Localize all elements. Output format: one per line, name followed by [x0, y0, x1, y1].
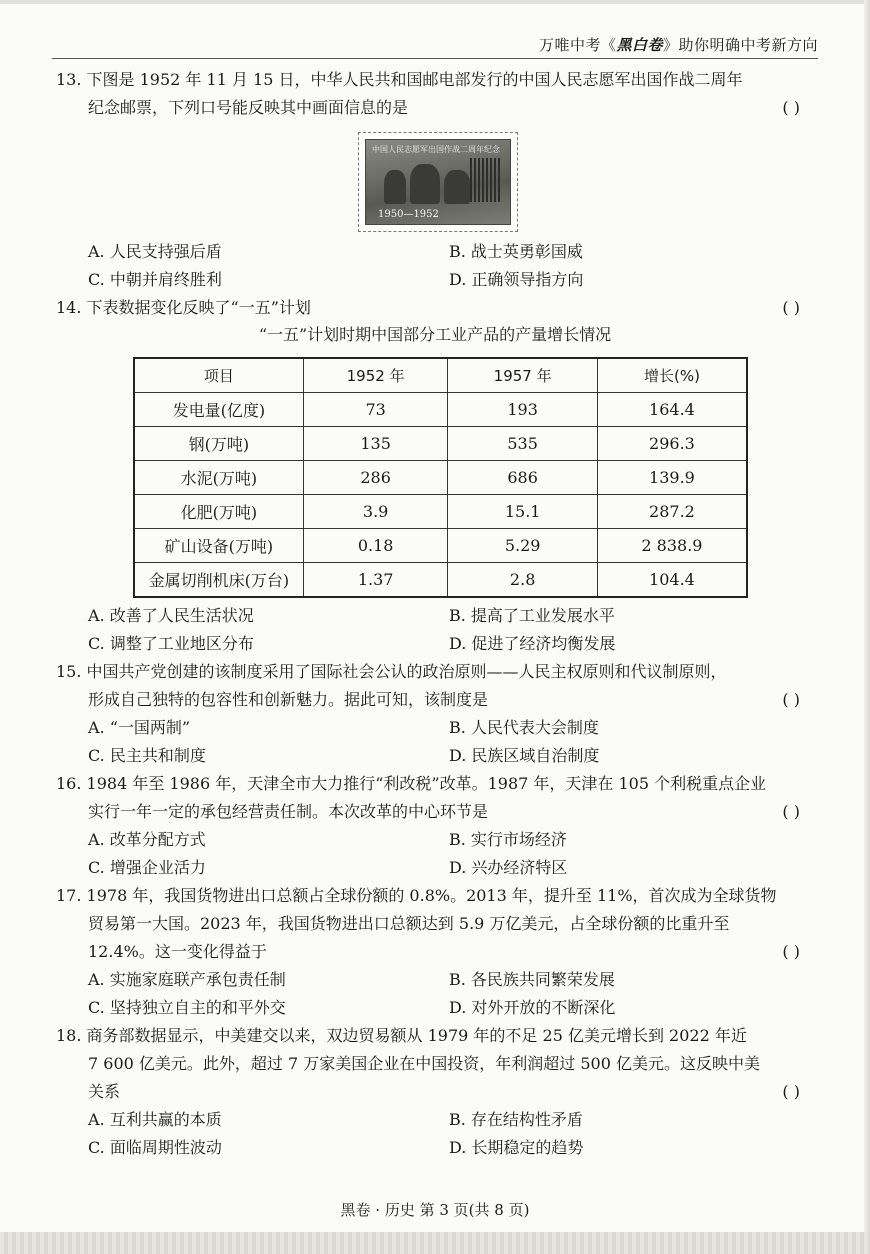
table-cell: 水泥(万吨): [134, 461, 303, 495]
q18-stem-line2: 7 600 亿美元。此外，超过 7 万家美国企业在中国投资，年利润超过 500 亿美元。这反映中美: [88, 1054, 760, 1073]
q14-option-a[interactable]: A. 改善了人民生活状况: [88, 606, 254, 625]
q13-option-c[interactable]: C. 中朝并肩终胜利: [88, 270, 222, 289]
header-emph: 黑白卷: [616, 36, 663, 54]
header-rule: [52, 58, 818, 59]
q16-stem-line1: 16. 1984 年至 1986 年，天津全市大力推行“利改税”改革。1987 年，天津在 105 个利税重点企业: [56, 774, 767, 793]
table-cell: 矿山设备(万吨): [134, 529, 303, 563]
table-cell: 296.3: [597, 427, 747, 461]
q15-option-d[interactable]: D. 民族区域自治制度: [449, 746, 600, 765]
table-cell: 5.29: [448, 529, 598, 563]
q14-stem-line1: 14. 下表数据变化反映了“一五”计划: [56, 298, 311, 317]
table-header-row: [134, 358, 747, 393]
q13-option-b[interactable]: B. 战士英勇彰国威: [449, 242, 583, 261]
stamp-flags: [470, 158, 500, 202]
table-row: [134, 393, 747, 427]
table-cell: 287.2: [597, 495, 747, 529]
table-header-cell: 1957 年: [448, 358, 598, 393]
q18-option-b[interactable]: B. 存在结构性矛盾: [449, 1110, 583, 1129]
q16-option-b[interactable]: B. 实行市场经济: [449, 830, 567, 849]
q14-option-b[interactable]: B. 提高了工业发展水平: [449, 606, 615, 625]
table-cell: 2.8: [448, 563, 598, 598]
q18-option-c[interactable]: C. 面临周期性波动: [88, 1138, 222, 1157]
q15-answer-paren[interactable]: ( ): [782, 690, 800, 709]
q14-option-d[interactable]: D. 促进了经济均衡发展: [449, 634, 616, 653]
table-cell: 73: [303, 393, 448, 427]
page-edge-right: [864, 0, 870, 1254]
q15-option-a[interactable]: A. “一国两制”: [88, 718, 191, 737]
stamp-soldier-figure: [384, 170, 406, 204]
table-cell: 1.37: [303, 563, 448, 598]
header-prefix: 万唯中考《: [538, 36, 617, 54]
table-cell: 2 838.9: [597, 529, 747, 563]
header-suffix: 》助你明确中考新方向: [662, 36, 818, 54]
table-cell: 104.4: [597, 563, 747, 598]
stamp-year: 1950—1952: [378, 209, 439, 220]
page-edge-top: [0, 0, 870, 4]
table-row: [134, 563, 747, 598]
stamp-soldier-figure: [410, 164, 440, 204]
table-title: “一五”计划时期中国部分工业产品的产量增长情况: [258, 325, 612, 344]
table-cell: 139.9: [597, 461, 747, 495]
q17-answer-paren[interactable]: ( ): [782, 942, 800, 961]
q16-option-c[interactable]: C. 增强企业活力: [88, 858, 206, 877]
q15-option-c[interactable]: C. 民主共和制度: [88, 746, 206, 765]
commemorative-stamp-image: [358, 132, 518, 232]
q13-option-a[interactable]: A. 人民支持强后盾: [88, 242, 222, 261]
q16-option-a[interactable]: A. 改革分配方式: [88, 830, 206, 849]
q16-stem-line2: 实行一年一定的承包经营责任制。本次改革的中心环节是: [88, 802, 489, 821]
table-row: [134, 461, 747, 495]
stamp-picture: [365, 139, 511, 225]
table-header-cell: 1952 年: [303, 358, 448, 393]
q14-answer-paren[interactable]: ( ): [782, 298, 800, 317]
q18-option-d[interactable]: D. 长期稳定的趋势: [449, 1138, 584, 1157]
table-cell: 发电量(亿度): [134, 393, 303, 427]
q18-answer-paren[interactable]: ( ): [782, 1082, 800, 1101]
q17-option-b[interactable]: B. 各民族共同繁荣发展: [449, 970, 615, 989]
page-footer: 黑卷 · 历史 第 3 页(共 8 页): [340, 1201, 530, 1219]
page-header: [539, 34, 818, 55]
table-cell: 0.18: [303, 529, 448, 563]
q16-option-d[interactable]: D. 兴办经济特区: [449, 858, 568, 877]
table-cell: 钢(万吨): [134, 427, 303, 461]
table-cell: 金属切削机床(万台): [134, 563, 303, 598]
page-edge-bottom: [0, 1232, 870, 1254]
q18-stem-line3: 关系: [88, 1082, 121, 1101]
q14-option-c[interactable]: C. 调整了工业地区分布: [88, 634, 254, 653]
table-cell: 15.1: [448, 495, 598, 529]
table-row: [134, 427, 747, 461]
table-row: [134, 529, 747, 563]
table-cell: 135: [303, 427, 448, 461]
production-table: [133, 357, 748, 598]
q15-stem-line1: 15. 中国共产党创建的该制度采用了国际社会公认的政治原则——人民主权原则和代议制原则，: [56, 662, 727, 681]
q17-option-d[interactable]: D. 对外开放的不断深化: [449, 998, 616, 1017]
q17-stem-line1: 17. 1978 年，我国货物进出口总额占全球份额的 0.8%。2013 年，提升至 11%，首次成为全球货物: [56, 886, 777, 905]
q17-option-c[interactable]: C. 坚持独立自主的和平外交: [88, 998, 286, 1017]
table-cell: 193: [448, 393, 598, 427]
q15-stem-line2: 形成自己独特的包容性和创新魅力。据此可知，该制度是: [88, 690, 489, 709]
q13-stem-line2: 纪念邮票，下列口号能反映其中画面信息的是: [88, 98, 409, 117]
table-header-cell: 项目: [134, 358, 303, 393]
q15-option-b[interactable]: B. 人民代表大会制度: [449, 718, 599, 737]
q13-stem-line1: 13. 下图是 1952 年 11 月 15 日，中华人民共和国邮电部发行的中国人民志愿军出国作战二周年: [56, 70, 743, 89]
q17-stem-line2: 贸易第一大国。2023 年，我国货物进出口总额达到 5.9 万亿美元，占全球份额的比重升至: [88, 914, 730, 933]
q17-option-a[interactable]: A. 实施家庭联产承包责任制: [88, 970, 286, 989]
q18-option-a[interactable]: A. 互利共赢的本质: [88, 1110, 222, 1129]
table-cell: 3.9: [303, 495, 448, 529]
stamp-soldier-figure: [444, 170, 470, 204]
q18-stem-line1: 18. 商务部数据显示，中美建交以来，双边贸易额从 1979 年的不足 25 亿美元增长到 2022 年近: [56, 1026, 747, 1045]
q13-option-d[interactable]: D. 正确领导指方向: [449, 270, 584, 289]
table-row: [134, 495, 747, 529]
table-cell: 686: [448, 461, 598, 495]
q13-answer-paren[interactable]: ( ): [782, 98, 800, 117]
table-cell: 286: [303, 461, 448, 495]
table-header-cell: 增长(%): [597, 358, 747, 393]
q16-answer-paren[interactable]: ( ): [782, 802, 800, 821]
table-cell: 535: [448, 427, 598, 461]
stamp-title: 中国人民志愿军出国作战二周年纪念: [372, 145, 500, 154]
q17-stem-line3: 12.4%。这一变化得益于: [88, 942, 267, 961]
table-cell: 化肥(万吨): [134, 495, 303, 529]
table-cell: 164.4: [597, 393, 747, 427]
